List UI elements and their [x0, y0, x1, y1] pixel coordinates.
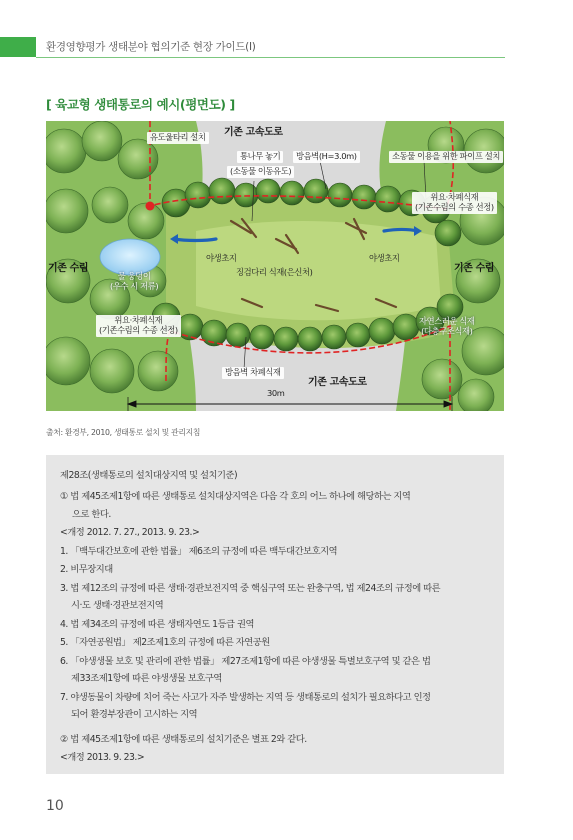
label-pipe-installation: 소동물 이용을 위한 파이프 설치 [389, 151, 503, 163]
item-2: 2. 비무장지대 [60, 564, 113, 575]
label-highway-bottom: 기존 고속도로 [308, 377, 367, 388]
label-screen-planting-right [412, 192, 497, 214]
label-screen-planting-left [96, 315, 181, 337]
label-guide-fence: 유도울타리 설치 [147, 132, 209, 144]
item-6-line-1: 6. 「야생생물 보호 및 관리에 관한 법률」 제27조제1항에 따른 야생생물 특별보호구역 및 같은 법 [60, 656, 431, 667]
item-3-line-2: 시·도 생태·경관보전지역 [71, 600, 164, 611]
law-article-box [46, 455, 504, 774]
item-7-line-2: 되어 환경부장관이 고시하는 지역 [71, 709, 198, 720]
item-1: 1. 「백두대간보호에 관한 법률」 제6조의 규정에 따른 백두대간보호지역 [60, 546, 338, 557]
section-title: [ 육교형 생태통로의 예시(평면도) ] [46, 97, 235, 112]
item-6-line-2: 제33조제1항에 따른 야생생물 보호구역 [71, 673, 222, 684]
label-existing-forest-left: 기존 수림 [48, 263, 89, 274]
label-pond [110, 272, 158, 292]
label-sound-wall-screen: 방음벽 차폐식재 [222, 367, 284, 379]
label-wild-grass-left: 야생초지 [206, 253, 237, 263]
overpass-plan-figure [46, 121, 504, 411]
item-5: 5. 「자연공원법」 제2조제1호의 규정에 따른 자연공원 [60, 637, 270, 648]
page-number: 10 [46, 798, 64, 814]
revision-note-1: <개정 2012. 7. 27., 2013. 9. 23.> [60, 527, 200, 538]
label-log-placement: 통나무 놓기 [237, 151, 283, 163]
label-screen-planting-right-line2: (기존수림의 수종 선정) [415, 201, 494, 212]
item-4: 4. 법 제34조의 규정에 따른 생태자연도 1등급 권역 [60, 619, 254, 630]
label-wild-grass-right: 야생초지 [369, 253, 400, 263]
header-rule [36, 57, 505, 58]
paragraph-2: ② 법 제45조제1항에 따른 생태통로의 설치기준은 별표 2와 같다. [60, 734, 307, 745]
running-title: 환경영향평가 생태분야 협의기준 현장 가이드(Ⅰ) [46, 41, 256, 53]
label-small-animal-path: (소동물 이동유도) [227, 166, 294, 178]
article-title: 제28조(생태통로의 설치대상지역 및 설치기준) [60, 470, 238, 481]
label-screen-planting-left-line1: 위요·차폐식재 [114, 315, 163, 325]
label-screen-planting-left-line2: (기존수림의 수종 선정) [99, 324, 178, 335]
item-7-line-1: 7. 야생동물이 차량에 치어 죽는 사고가 자주 발생하는 지역 등 생태통로의 설치가 필요하다고 인정 [60, 692, 431, 703]
label-natural-planting [419, 317, 475, 337]
label-pond-line1: 물 웅덩이 [117, 271, 151, 281]
header-accent-bar [0, 37, 36, 57]
paragraph-1-line-1: ① 법 제45조제1항에 따른 생태통로 설치대상지역은 다음 각 호의 어느 하나에 해당하는 지역 [60, 491, 411, 502]
item-3-line-1: 3. 법 제12조의 규정에 따른 생태·경관보전지역 중 핵심구역 또는 완충구역, 법 제24조의 규정에 따른 [60, 583, 441, 594]
label-existing-forest-right: 기존 수림 [454, 263, 495, 274]
revision-note-2: <개정 2013. 9. 23.> [60, 752, 145, 763]
label-sound-wall: 방음벽(H=3.0m) [293, 151, 360, 163]
paragraph-1-line-2: 으로 한다. [72, 509, 111, 520]
label-highway-top: 기존 고속도로 [224, 127, 283, 138]
label-natural-planting-line1: 자연스러운 식재 [419, 316, 475, 326]
label-screen-planting-right-line1: 위요·차폐식재 [430, 192, 479, 202]
figure-source: 출처: 환경부, 2010, 생태통로 설치 및 관리지침 [46, 428, 201, 437]
label-pond-line2: (우수 시 저류) [110, 280, 159, 291]
label-brush-pile-planting: 징검다리 식재(은신처) [236, 267, 313, 277]
label-natural-planting-line2: (다층구조식재) [421, 325, 473, 336]
label-overpass-width: 30m [267, 388, 285, 398]
